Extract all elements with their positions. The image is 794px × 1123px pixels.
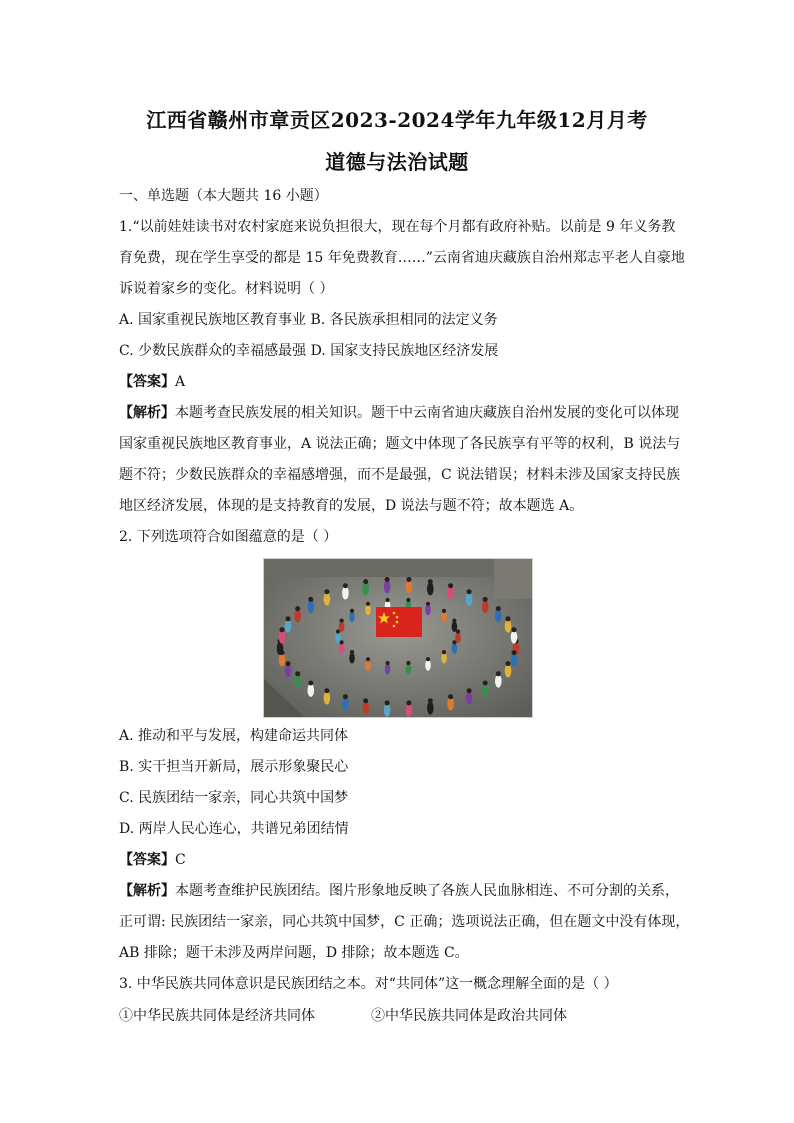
q2-option-b: B. 实干担当开新局，展示形象聚民心 bbox=[119, 759, 349, 775]
q1-analysis-line4: 地区经济发展，体现的是支持教育的发展，D 说法与题不符；故本题选 A。 bbox=[119, 498, 584, 514]
answer-value: A bbox=[175, 374, 186, 390]
q2-stem: 2. 下列选项符合如图蕴意的是（ ） bbox=[119, 529, 338, 545]
q2-option-a: A. 推动和平与发展，构建命运共同体 bbox=[119, 728, 349, 744]
q2-analysis-line2: 正可谓: 民族团结一家亲，同心共筑中国梦，C 正确；选项说法正确，但在题文中没有体现， bbox=[119, 914, 690, 930]
q2-option-c: C. 民族团结一家亲，同心共筑中国梦 bbox=[119, 790, 349, 806]
q1-analysis-line3: 题不符；少数民族群众的幸福感增强，而不是最强，C 说法错误；材料未涉及国家支持民族 bbox=[119, 467, 681, 483]
q1-analysis-line2: 国家重视民族地区教育事业，A 说法正确；题文中体现了各民族享有平等的权利，B 说法与 bbox=[119, 436, 681, 452]
q1-options-line2: C. 少数民族群众的幸福感最强 D. 国家支持民族地区经济发展 bbox=[119, 343, 499, 359]
q3-item-2: ②中华民族共同体是政治共同体 bbox=[371, 1008, 567, 1024]
q2-analysis-line1 bbox=[119, 881, 679, 901]
q2-option-d: D. 两岸人民心连心，共谱兄弟团结情 bbox=[119, 821, 349, 837]
flag-icon bbox=[376, 607, 422, 637]
page-title: 江西省赣州市章贡区2023-2024学年九年级12月月考 bbox=[146, 108, 648, 132]
q3-item-1: ①中华民族共同体是经济共同体 bbox=[119, 1008, 315, 1024]
q2-analysis-line3: AB 排除；题干未涉及两岸问题，D 排除；故本题选 C。 bbox=[119, 945, 469, 961]
q1-analysis-line1 bbox=[119, 403, 679, 423]
analysis-text: 本题考查维护民族团结。图片形象地反映了各族人民血脉相连、不可分割的关系， bbox=[175, 883, 679, 899]
q3-items bbox=[119, 1006, 679, 1026]
analysis-label: 【解析】 bbox=[119, 883, 175, 899]
answer-value: C bbox=[175, 852, 186, 868]
q1-options-line1: A. 国家重视民族地区教育事业 B. 各民族承担相同的法定义务 bbox=[119, 312, 498, 328]
q1-stem-line2: 育免费，现在学生享受的都是 15 年免费教育……”云南省迪庆藏族自治州郑志平老人自豪地 bbox=[119, 250, 685, 266]
section-heading: 一、单选题（本大题共 16 小题） bbox=[119, 188, 328, 204]
analysis-text: 本题考查民族发展的相关知识。题干中云南省迪庆藏族自治州发展的变化可以体现 bbox=[175, 405, 679, 421]
page-subtitle: 道德与法治试题 bbox=[325, 150, 469, 174]
q1-stem-line3: 诉说着家乡的变化。材料说明（ ） bbox=[119, 281, 334, 297]
q1-stem-line1: 1.“以前娃娃读书对农村家庭来说负担很大，现在每个月都有政府补贴。以前是 9 年义务教 bbox=[119, 219, 676, 235]
answer-label: 【答案】 bbox=[119, 852, 175, 868]
q3-stem: 3. 中华民族共同体意识是民族团结之本。对“共同体”这一概念理解全面的是（ ） bbox=[119, 976, 618, 992]
answer-label: 【答案】 bbox=[119, 374, 175, 390]
q2-answer bbox=[119, 850, 679, 870]
ethnic-unity-photo bbox=[263, 558, 533, 718]
q1-answer bbox=[119, 372, 679, 392]
analysis-label: 【解析】 bbox=[119, 405, 175, 421]
